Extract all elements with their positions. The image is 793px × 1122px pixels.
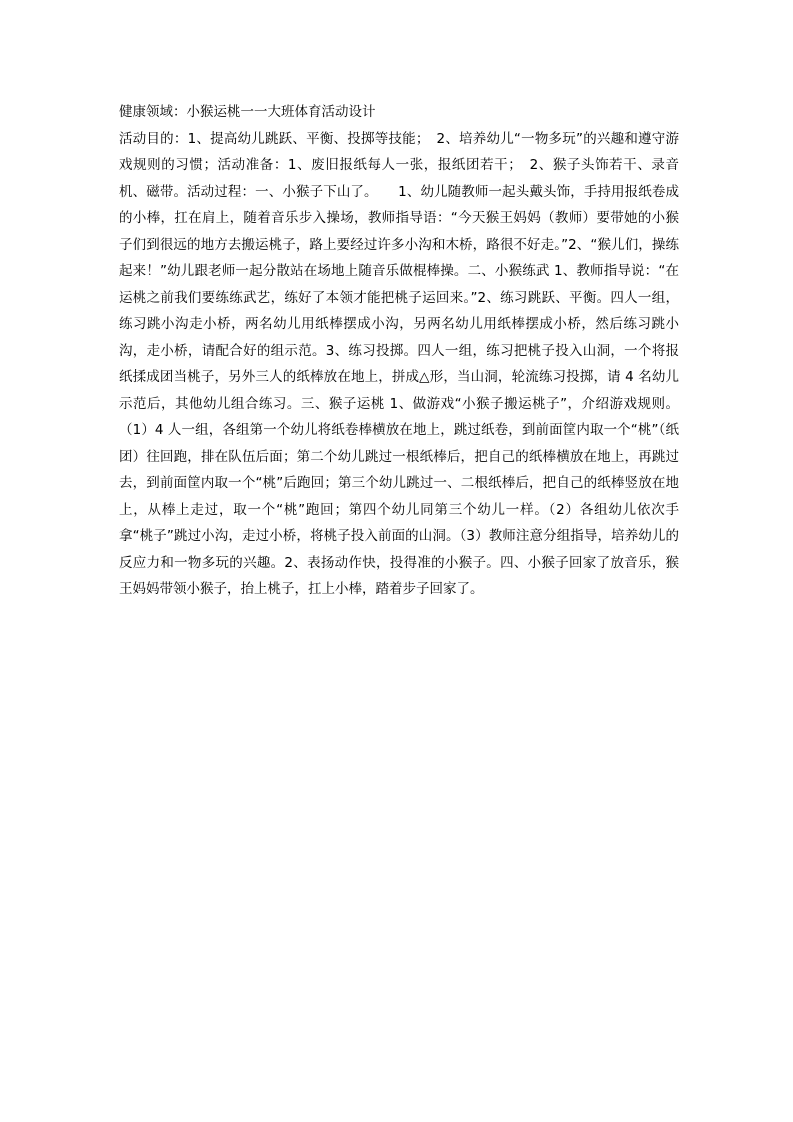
document-content [119,99,679,603]
document-title: 健康领域：小猴运桃一一大班体育活动设计 [119,104,376,120]
document-body: 活动目的：1、提高幼儿跳跃、平衡、投掷等技能； 2、培养幼儿“一物多玩”的兴趣和遵守游戏规则的习惯；活动准备：1、废旧报纸每人一张，报纸团若干； 2、猴子头饰若干、录音机、磁带。活动过程：一、小猴子下山了。 1、幼儿随教师一起头戴头饰，手持用报纸卷成的小棒，扛在肩上，随着音乐步入操场，教师指导语：“今天猴王妈妈（教师）要带她的小猴子们到很远的地方去搬运桃子，路上要经过许多小沟和木桥，路很不好走。”2、“猴儿们，操练起来！”幼儿跟老师一起分散站在场地上随音乐做棍棒操。二、小猴练武 1、教师指导说：“在运桃之前我们要练练武艺，练好了本领才能把桃子运回来。”2、练习跳跃、平衡。四人一组，练习跳小沟走小桥，两名幼儿用纸棒摆成小沟，另两名幼儿用纸棒摆成小桥，然后练习跳小沟，走小桥，请配合好的组示范。3、练习投掷。四人一组，练习把桃子投入山洞，一个将报纸揉成团当桃子，另外三人的纸棒放在地上，拼成△形，当山洞，轮流练习投掷，请 4 名幼儿示范后，其他幼儿组合练习。三、猴子运桃 1、做游戏“小猴子搬运桃子”，介绍游戏规则。（1）4 人一组，各组第一个幼儿将纸卷棒横放在地上，跳过纸卷，到前面筐内取一个“桃”（纸团）往回跑，排在队伍后面；第二个幼儿跳过一根纸棒后，把自己的纸棒横放在地上，再跳过去，到前面筐内取一个“桃”后跑回；第三个幼儿跳过一、二根纸棒后，把自己的纸棒竖放在地上，从棒上走过，取一个“桃”跑回；第四个幼儿同第三个幼儿一样。（2）各组幼儿依次手拿“桃子”跳过小沟，走过小桥，将桃子投入前面的山洞。（3）教师注意分组指导，培养幼儿的反应力和一物多玩的兴趣。2、表扬动作快，投得准的小猴子。四、小猴子回家了放音乐，猴王妈妈带领小猴子，抬上桃子，扛上小棒，踏着步子回家了。 [119,130,679,597]
